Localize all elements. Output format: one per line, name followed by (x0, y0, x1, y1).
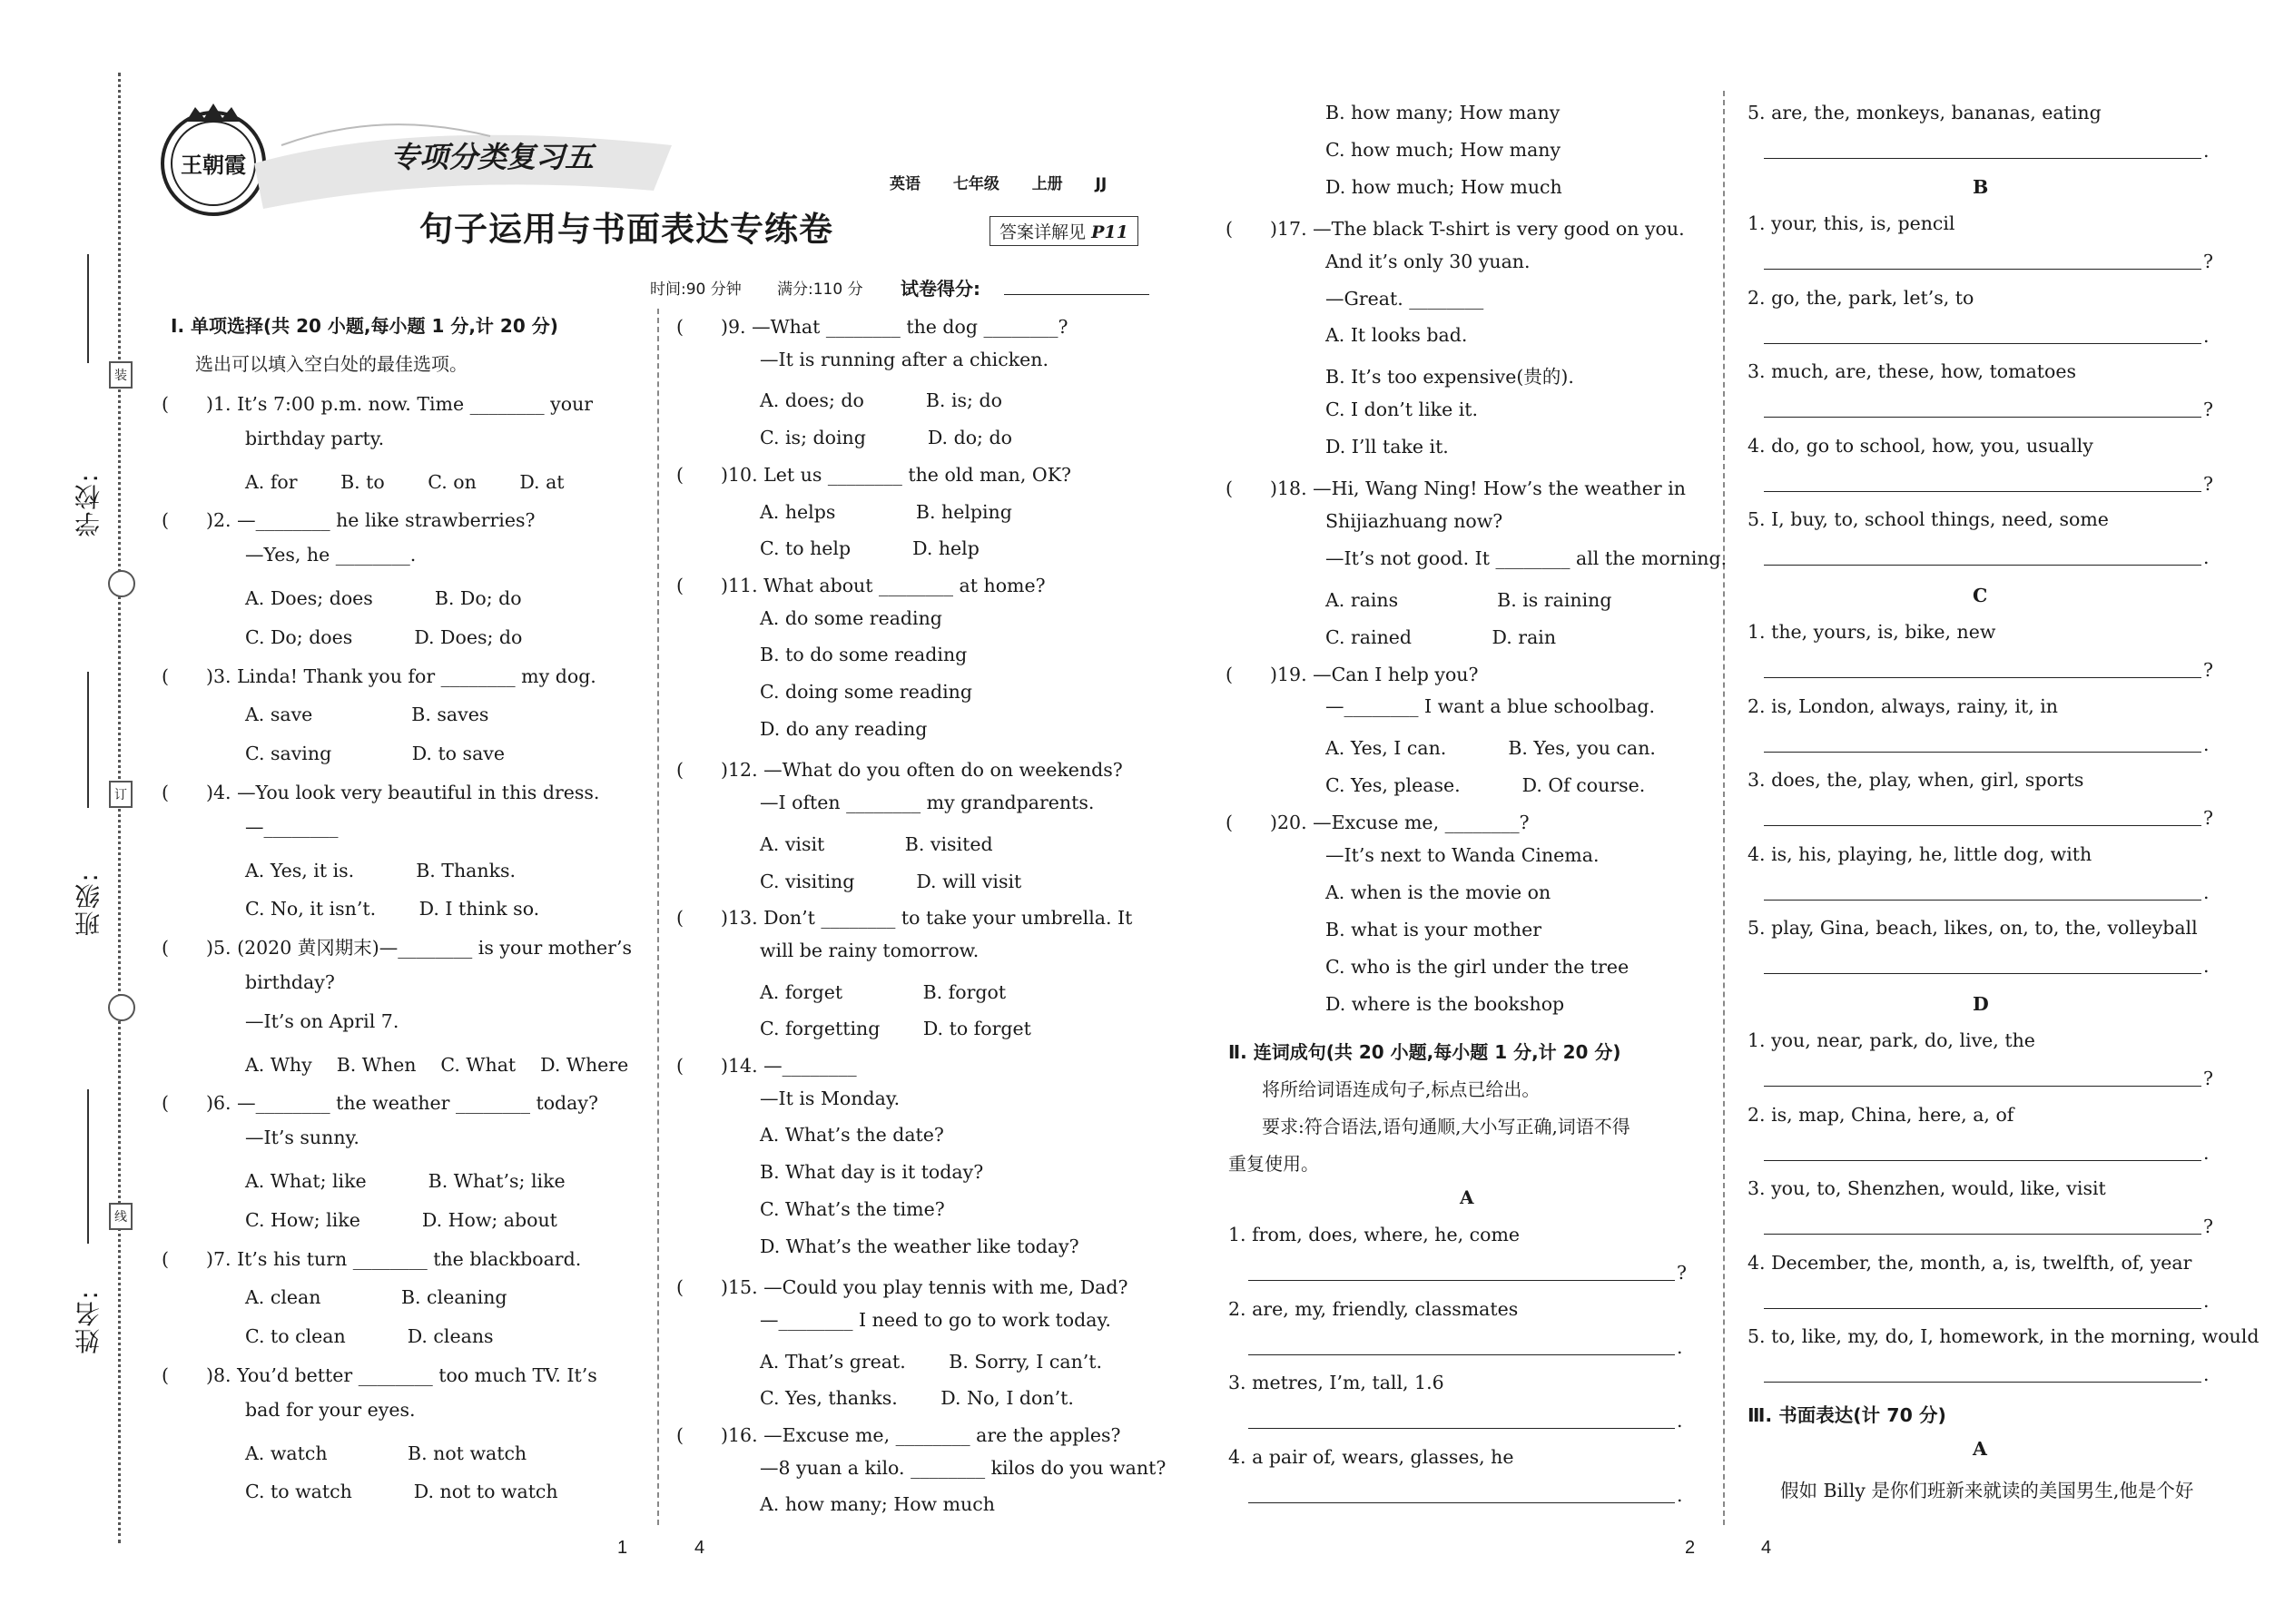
end-punctuation: ? (2203, 251, 2213, 272)
end-punctuation: . (2203, 546, 2210, 568)
question-stem: ( )5. (2020 黄冈期末)—________ is your mother’s (162, 937, 632, 960)
end-punctuation: . (2203, 733, 2210, 755)
question-line: —________ I want a blue schoolbag. (1325, 695, 1656, 718)
rearrange-item: 4. a pair of, wears, glasses, he (1228, 1445, 1514, 1468)
end-punctuation: . (1677, 1335, 1683, 1358)
question-stem: ( )19. —Can I help you? (1226, 663, 1479, 685)
group-c-label: C (1973, 585, 1988, 606)
question-line: —It’s on April 7. (245, 1009, 399, 1032)
end-punctuation: . (2203, 140, 2210, 162)
answer-options: C. visiting D. will visit (760, 870, 1022, 892)
end-punctuation: . (2203, 1363, 2210, 1385)
answer-options: A. That’s great. B. Sorry, I can’t. (760, 1350, 1103, 1373)
school-label: 学校: (74, 472, 103, 537)
page-number-1-total: 4 (694, 1538, 705, 1558)
answer-line[interactable] (1764, 1234, 2201, 1235)
answer-options: A. What; like B. What’s; like (245, 1170, 566, 1192)
page-number-1: 1 (617, 1538, 628, 1558)
rearrange-item: 1. your, this, is, pencil (1748, 212, 1955, 234)
answer-options: A. when is the movie on (1325, 881, 1551, 903)
seal-mark-xian: 线 (109, 1203, 133, 1230)
answer-options: A. do some reading (760, 606, 942, 629)
answer-options: C. What’s the time? (760, 1197, 945, 1220)
score-label: 试卷得分: (901, 278, 980, 300)
full-score-info: 满分:110 分 (777, 281, 863, 299)
answer-options: B. to do some reading (760, 644, 968, 666)
section1-heading: Ⅰ. 单项选择(共 20 小题,每小题 1 分,计 20 分) (171, 315, 558, 337)
answer-ref-label: 答案详解见 (999, 222, 1087, 242)
end-punctuation: . (2203, 1289, 2210, 1312)
answer-line[interactable] (1764, 417, 2201, 418)
answer-options: A. What’s the date? (760, 1124, 944, 1147)
end-punctuation: ? (2203, 472, 2213, 495)
question-line: birthday party. (245, 427, 385, 449)
question-line: —It’s next to Wanda Cinema. (1325, 844, 1600, 866)
rearrange-item: 4. is, his, playing, he, little dog, with (1748, 842, 2092, 865)
end-punctuation: . (2203, 324, 2210, 347)
answer-line[interactable] (1764, 900, 2201, 901)
question-stem: ( )13. Don’t ________ to take your umbrella. It (676, 907, 1133, 930)
question-stem: ( )12. —What do you often do on weekends? (676, 759, 1123, 782)
answer-options: B. What day is it today? (760, 1161, 984, 1184)
question-stem: ( )20. —Excuse me, ________? (1226, 812, 1530, 834)
end-punctuation: ? (2203, 399, 2213, 420)
question-line: —I often ________ my grandparents. (760, 792, 1095, 814)
answer-options: A. save B. saves (245, 704, 489, 726)
end-punctuation: ? (2203, 1068, 2213, 1089)
score-blank (1004, 294, 1149, 295)
rearrange-item: 5. play, Gina, beach, likes, on, to, the, volleyball (1748, 917, 2198, 939)
answer-line[interactable] (1764, 752, 2201, 753)
answer-options: C. No, it isn’t. D. I think so. (245, 898, 540, 920)
answer-options: C. Yes, thanks. D. No, I don’t. (760, 1387, 1074, 1410)
answer-options: C. forgetting D. to forget (760, 1018, 1031, 1040)
question-stem: ( )8. You’d better ________ too much TV. It’s (162, 1364, 597, 1386)
answer-line[interactable] (1764, 1160, 2201, 1161)
answer-options: C. who is the girl under the tree (1325, 955, 1629, 978)
answer-line[interactable] (1764, 825, 2201, 826)
column-divider-3 (1723, 91, 1725, 1525)
answer-line[interactable] (1764, 973, 2201, 974)
question-stem: ( )6. —________ the weather ________ today? (162, 1092, 598, 1115)
answer-options: D. I’ll take it. (1325, 436, 1449, 458)
end-punctuation: . (1677, 1483, 1683, 1506)
rearrange-item: 5. I, buy, to, school things, need, some (1748, 508, 2109, 530)
rearrange-item: 1. you, near, park, do, live, the (1748, 1029, 2035, 1051)
question-line: Shijiazhuang now? (1325, 509, 1503, 532)
group-d-label: D (1973, 993, 1989, 1015)
question-stem: ( )3. Linda! Thank you for ________ my dog. (162, 664, 596, 687)
rearrange-item: 1. the, yours, is, bike, new (1748, 621, 1996, 643)
tag-volume: 上册 (1031, 175, 1063, 193)
section2-heading: Ⅱ. 连词成句(共 20 小题,每小题 1 分,计 20 分) (1228, 1041, 1621, 1063)
seal-circle-2 (108, 994, 135, 1021)
answer-options: D. What’s the weather like today? (760, 1235, 1079, 1257)
rearrange-item: 3. much, are, these, how, tomatoes (1748, 360, 2077, 382)
answer-options: A. forget B. forgot (760, 980, 1007, 1003)
answer-options: C. how much; How many (1325, 138, 1561, 161)
question-stem: ( )4. —You look very beautiful in this dress. (162, 782, 600, 803)
question-line: —It’s not good. It ________ all the morning. (1325, 546, 1728, 569)
question-stem: ( )9. —What ________ the dog ________? (676, 316, 1068, 338)
question-stem: ( )15. —Could you play tennis with me, Dad? (676, 1276, 1128, 1299)
rearrange-item: 2. is, London, always, rainy, it, in (1748, 694, 2058, 717)
answer-options: C. saving D. to save (245, 743, 505, 765)
section2-instruction-1: 将所给词语连成句子,标点已给出。 (1262, 1078, 1541, 1100)
question-line: —8 yuan a kilo. ________ kilos do you want? (760, 1456, 1167, 1479)
answer-options: B. what is your mother (1325, 918, 1542, 940)
writing-prompt-text: 假如 Billy 是你们班新来就读的美国男生,他是个好 (1780, 1480, 2194, 1501)
column-divider-1 (657, 309, 659, 1525)
answer-options: B. It’s too expensive(贵的). (1325, 366, 1574, 389)
rearrange-item: 3. does, the, play, when, girl, sports (1748, 769, 2084, 791)
answer-options: D. do any reading (760, 717, 928, 740)
school-blank (87, 254, 89, 363)
binding-dotted-line (118, 73, 121, 1543)
page-title: 句子运用与书面表达专练卷 (419, 209, 833, 249)
question-line: —________ I need to go to work today. (760, 1308, 1111, 1331)
rearrange-item: 4. December, the, month, a, is, twelfth, of, year (1748, 1251, 2192, 1274)
time-info: 时间:90 分钟 (650, 281, 742, 299)
seal-mark-ding: 订 (109, 781, 133, 808)
answer-options: C. to clean D. cleans (245, 1325, 494, 1348)
answer-options: A. It looks bad. (1325, 324, 1468, 347)
series-title: 专项分类复习五 (390, 140, 595, 174)
name-label: 姓名: (74, 1289, 103, 1354)
answer-options: A. Yes, I can. B. Yes, you can. (1325, 737, 1656, 760)
answer-options: C. to help D. help (760, 537, 980, 560)
class-blank (87, 672, 89, 808)
answer-line[interactable] (1764, 269, 2201, 270)
question-line: —It is running after a chicken. (760, 348, 1049, 370)
class-label: 班级: (74, 871, 103, 937)
rearrange-item: 5. are, the, monkeys, bananas, eating (1748, 102, 2102, 123)
logo-text: 王朝霞 (181, 152, 246, 178)
question-stem: ( )11. What about ________ at home? (676, 574, 1046, 596)
subject-tags (890, 171, 1107, 193)
writing-group-a-label: A (1973, 1438, 1987, 1460)
answer-line[interactable] (1764, 491, 2201, 492)
answer-options: C. I don’t like it. (1325, 399, 1479, 421)
tag-grade: 七年级 (952, 175, 999, 193)
answer-options: D. where is the bookshop (1325, 992, 1565, 1015)
question-line: will be rainy tomorrow. (760, 939, 980, 961)
tag-subject: 英语 (890, 175, 921, 193)
question-stem: ( )16. —Excuse me, ________ are the apples? (676, 1424, 1121, 1446)
rearrange-item: 2. is, map, China, here, a, of (1748, 1103, 2014, 1126)
section3-heading: Ⅲ. 书面表达(计 70 分) (1748, 1404, 1946, 1426)
rearrange-item: 2. go, the, park, let’s, to (1748, 286, 1974, 309)
end-punctuation: ? (2203, 659, 2213, 681)
answer-options: C. Do; does D. Does; do (245, 625, 523, 648)
answer-line[interactable] (1764, 1308, 2201, 1309)
answer-reference-box (989, 216, 1138, 246)
group-b-label: B (1973, 176, 1989, 198)
answer-line[interactable] (1764, 1382, 2201, 1383)
seal-circle-1 (108, 570, 135, 597)
rearrange-item: 3. you, to, Shenzhen, would, like, visit (1748, 1177, 2106, 1199)
rearrange-item: 3. metres, I’m, tall, 1.6 (1228, 1372, 1444, 1393)
answer-options: A. does; do B. is; do (760, 389, 1002, 412)
question-stem: ( )2. —________ he like strawberries? (162, 509, 536, 532)
question-line: —It is Monday. (760, 1087, 901, 1109)
question-stem: ( )17. —The black T-shirt is very good on you. (1226, 217, 1685, 240)
question-line: birthday? (245, 971, 335, 993)
answer-options: C. Yes, please. D. Of course. (1325, 774, 1646, 797)
answer-options: D. how much; How much (1325, 175, 1562, 198)
answer-line[interactable] (1764, 1086, 2201, 1087)
answer-options: A. visit B. visited (760, 832, 993, 855)
answer-line[interactable] (1248, 1428, 1675, 1429)
answer-options: A. Does; does B. Do; do (245, 587, 522, 609)
end-punctuation: ? (1677, 1262, 1687, 1284)
answer-line[interactable] (1764, 677, 2201, 678)
answer-options: A. watch B. not watch (245, 1442, 527, 1464)
answer-options: A. Why B. When C. What D. Where (245, 1053, 629, 1076)
question-line: —Yes, he ________. (245, 544, 417, 566)
answer-line[interactable] (1248, 1502, 1675, 1503)
tag-edition: JJ (1095, 175, 1108, 193)
answer-ref-page: P11 (1091, 222, 1128, 242)
end-punctuation: ? (2203, 807, 2213, 829)
answer-options: A. helps B. helping (760, 500, 1012, 523)
question-stem: ( )18. —Hi, Wang Ning! How’s the weather in (1226, 477, 1686, 499)
rearrange-item: 5. to, like, my, do, I, homework, in the morning, would (1748, 1325, 2260, 1347)
question-line: bad for your eyes. (245, 1398, 416, 1421)
answer-options: B. how many; How many (1325, 102, 1561, 123)
group-a-label: A (1460, 1186, 1474, 1208)
answer-line[interactable] (1764, 158, 2201, 159)
answer-line[interactable] (1248, 1280, 1675, 1281)
question-stem: ( )1. It’s 7:00 p.m. now. Time ________ your (162, 393, 594, 415)
answer-options: A. Yes, it is. B. Thanks. (245, 859, 517, 881)
answer-options: C. rained D. rain (1325, 625, 1557, 648)
answer-options: A. clean B. cleaning (245, 1286, 507, 1309)
section1-instruction: 选出可以填入空白处的最佳选项。 (195, 353, 468, 375)
answer-line[interactable] (1764, 565, 2201, 566)
end-punctuation: . (2203, 955, 2210, 977)
question-line: —It’s sunny. (245, 1127, 359, 1149)
answer-options: A. rains B. is raining (1325, 588, 1612, 611)
question-stem: ( )7. It’s his turn ________ the blackboard. (162, 1247, 582, 1270)
seal-mark-zhuang: 装 (109, 361, 133, 389)
end-punctuation: . (2203, 1141, 2210, 1164)
rearrange-item: 1. from, does, where, he, come (1228, 1224, 1521, 1245)
question-stem: ( )10. Let us ________ the old man, OK? (676, 463, 1072, 486)
answer-options: A. how many; How much (760, 1493, 995, 1516)
question-line: And it’s only 30 yuan. (1325, 250, 1531, 272)
question-line: —Great. ________ (1325, 287, 1484, 310)
end-punctuation: . (1677, 1410, 1683, 1432)
rearrange-item: 2. are, my, friendly, classmates (1228, 1297, 1519, 1320)
section2-instruction-2b: 重复使用。 (1228, 1153, 1319, 1175)
name-blank (87, 1089, 89, 1244)
answer-options: A. for B. to C. on D. at (245, 470, 565, 493)
answer-options: C. is; doing D. do; do (760, 427, 1012, 449)
page-number-2: 2 (1685, 1538, 1696, 1558)
end-punctuation: . (2203, 881, 2210, 903)
question-line: —________ (245, 815, 339, 838)
answer-line[interactable] (1764, 343, 2201, 344)
end-punctuation: ? (2203, 1216, 2213, 1237)
rearrange-item: 4. do, go to school, how, you, usually (1748, 434, 2093, 457)
answer-line[interactable] (1248, 1354, 1675, 1355)
page-number-2-total: 4 (1761, 1538, 1772, 1558)
answer-options: C. doing some reading (760, 681, 972, 703)
answer-options: C. to watch D. not to watch (245, 1481, 558, 1503)
section2-instruction-2a: 要求:符合语法,语句通顺,大小写正确,词语不得 (1262, 1116, 1630, 1137)
answer-options: C. How; like D. How; about (245, 1208, 557, 1231)
question-stem: ( )14. —________ (676, 1055, 857, 1077)
